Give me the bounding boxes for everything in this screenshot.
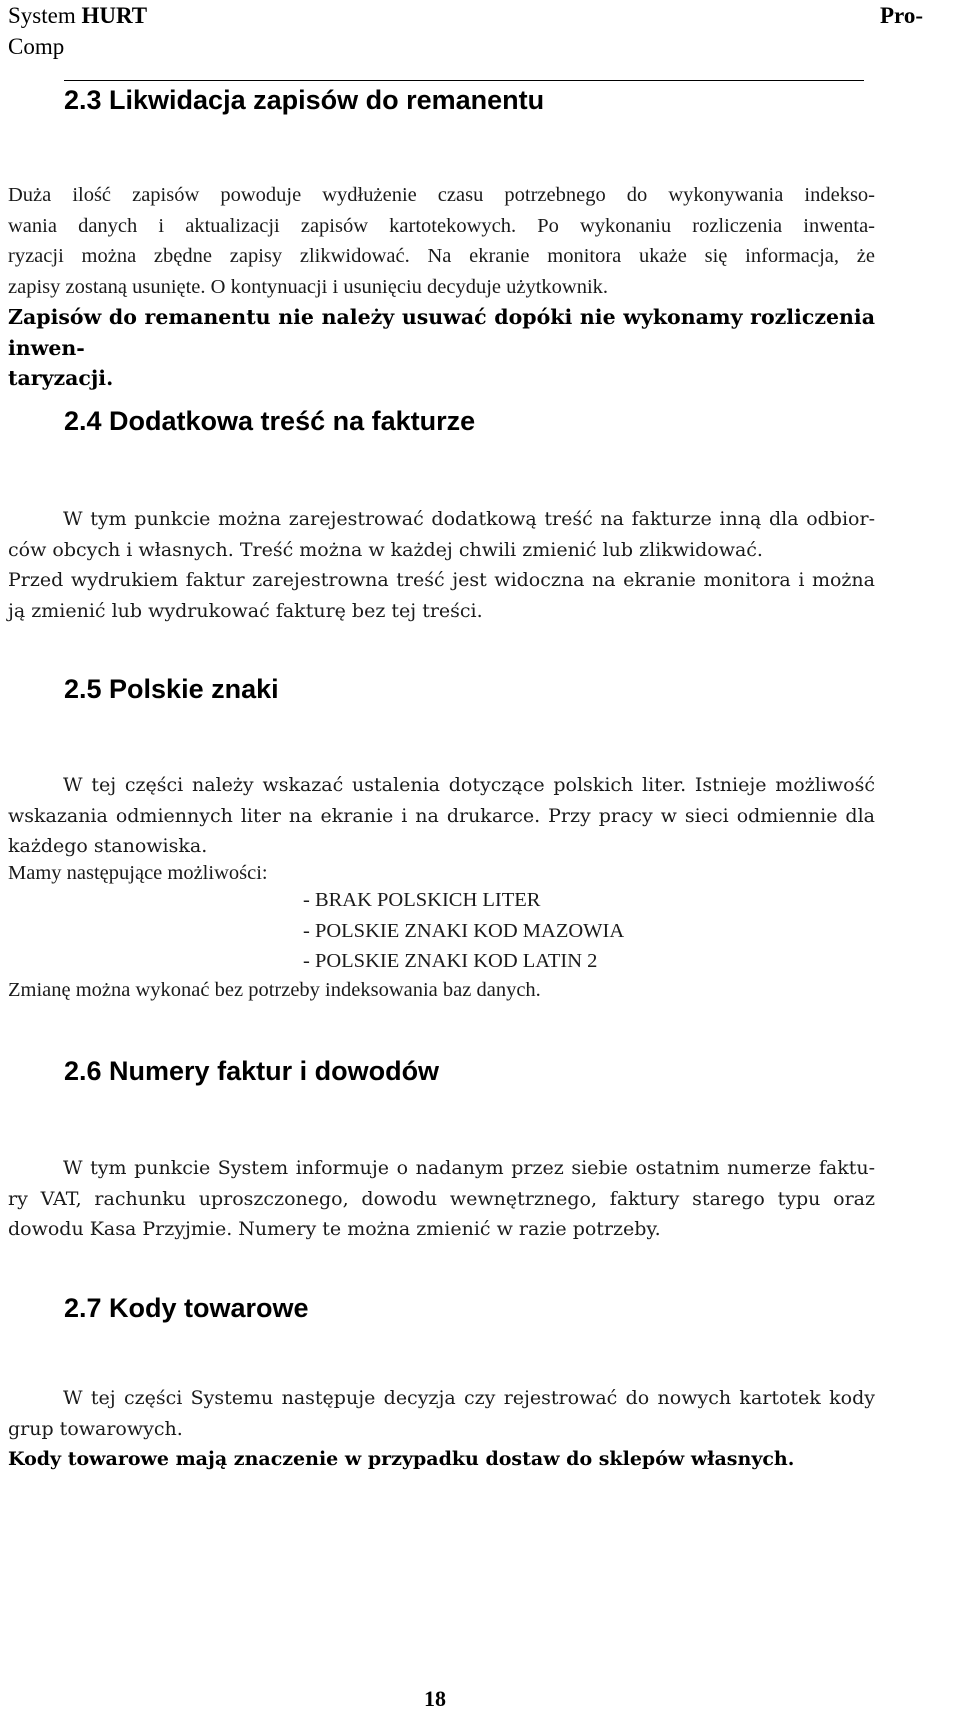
section-2-5-heading: 2.5 Polskie znaki <box>64 674 279 704</box>
section-2-7-heading: 2.7 Kody towarowe <box>64 1293 309 1323</box>
text-line: wskazania odmiennych liter na ekranie i na drukarce. Przy pracy w sieci odmiennie dla <box>8 804 875 827</box>
text-line: ryzacji można zbędne zapisy zlikwidować. Na ekranie monitora ukaże się informacja, że <box>8 245 875 267</box>
warning-line: Zapisów do remanentu nie należy usuwać dopóki nie wykonamy rozliczenia inwen- <box>8 305 875 360</box>
section-2-6-heading: 2.6 Numery faktur i dowodów <box>64 1056 440 1086</box>
text-line: ców obcych i własnych. Treść można w każdej chwili zmienić lub zlikwidować. <box>8 538 763 561</box>
section-2-4-heading: 2.4 Dodatkowa treść na fakturze <box>64 406 476 436</box>
page-number: 18 <box>424 1686 446 1711</box>
header-system-label: System <box>8 3 82 28</box>
running-header-right: Pro- <box>880 3 924 28</box>
list-item: - POLSKIE ZNAKI KOD LATIN 2 <box>303 950 598 972</box>
section-2-6-body <box>8 1153 875 1245</box>
options-intro: Mamy następujące możliwości: <box>8 862 268 884</box>
text-line: Przed wydrukiem faktur zarejestrowna treść jest widoczna na ekranie monitora i można <box>8 569 875 591</box>
text-line: grup towarowych. <box>8 1417 183 1440</box>
list-item: - POLSKIE ZNAKI KOD MAZOWIA <box>303 919 625 942</box>
section-2-4-body <box>8 504 875 626</box>
text-line: zapisy zostaną usunięte. O kontynuacji i usunięciu decyduje użytkownik. <box>8 275 609 298</box>
text-line: każdego stanowiska. <box>8 835 208 857</box>
running-header-left <box>8 0 147 62</box>
section-2-3-body <box>8 180 875 394</box>
text-line: ry VAT, rachunku uproszczonego, dowodu wewnętrznego, faktury starego typu oraz <box>8 1187 875 1210</box>
header-hurt-label: HURT <box>81 3 148 28</box>
section-2-3-heading: 2.3 Likwidacja zapisów do remanentu <box>64 85 545 115</box>
text-line: wania danych i aktualizacji zapisów kartotekowych. Po wykonaniu rozliczenia inwenta- <box>8 214 875 237</box>
text-line: W tej części należy wskazać ustalenia dotyczące polskich liter. Istnieje możliwość <box>63 774 875 796</box>
text-line: W tym punkcie można zarejestrować dodatkową treść na fakturze inną dla odbior- <box>63 508 875 530</box>
text-line: ją zmienić lub wydrukować fakturę bez tej treści. <box>8 599 483 622</box>
section-2-5-body <box>8 770 875 862</box>
text-line: Duża ilość zapisów powoduje wydłużenie czasu potrzebnego do wykonywania indekso- <box>8 184 875 206</box>
warning-line: taryzacji. <box>8 366 114 390</box>
text-line: W tej części Systemu następuje decyzja czy rejestrować do nowych kartotek kody <box>63 1387 875 1409</box>
polish-chars-options-list <box>303 885 624 977</box>
header-comp-label: Comp <box>8 34 65 59</box>
text-line: W tym punkcie System informuje o nadanym przez siebie ostatnim numerze faktu- <box>63 1157 875 1179</box>
emphasis-line: Kody towarowe mają znaczenie w przypadku dostaw do sklepów własnych. <box>8 1448 795 1470</box>
list-item: - BRAK POLSKICH LITER <box>303 889 541 911</box>
header-divider <box>64 80 864 81</box>
section-2-7-body <box>8 1383 875 1475</box>
options-outro: Zmianę można wykonać bez potrzeby indeksowania baz danych. <box>8 979 541 1001</box>
text-line: dowodu Kasa Przyjmie. Numery te można zmienić w razie potrzeby. <box>8 1218 661 1240</box>
